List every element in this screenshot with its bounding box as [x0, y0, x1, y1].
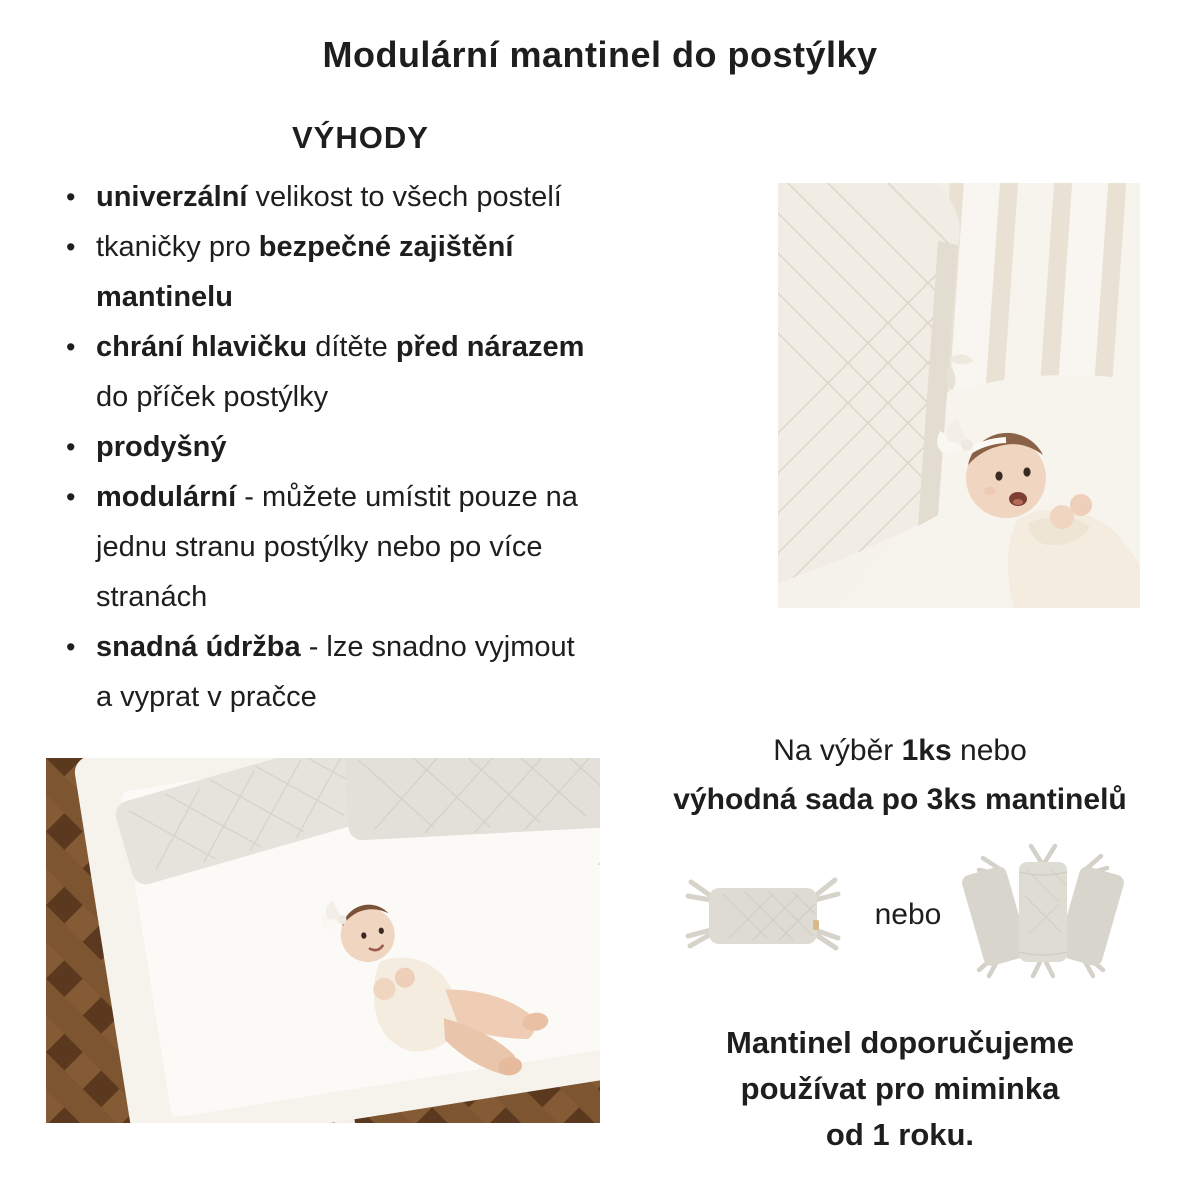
- single-bumper-icon: [683, 864, 843, 964]
- fabric-tag: [813, 920, 819, 930]
- advantage-text: [96, 222, 742, 322]
- bullet-icon: •: [66, 232, 76, 262]
- usage-note: [630, 1020, 1170, 1158]
- advantage-line: modulární - můžete umístit pouze na: [96, 481, 578, 513]
- three-bumper-set-icon: [955, 840, 1130, 980]
- baby-crib-side-photo: [778, 183, 1140, 608]
- advantage-text: [96, 322, 742, 422]
- advantage-item: [62, 422, 742, 472]
- advantage-line: a vyprat v pračce: [96, 681, 317, 713]
- advantage-text: [96, 622, 742, 722]
- note-line: používat pro miminka: [740, 1071, 1060, 1106]
- advantage-text: [96, 422, 742, 472]
- advantage-text: [96, 172, 742, 222]
- baby-eye: [995, 471, 1002, 480]
- baby-hand: [1070, 494, 1092, 516]
- advantage-item: [62, 622, 742, 722]
- offer-line-1: Na výběr 1ks nebo: [773, 734, 1027, 767]
- baby-crib-top-photo: [46, 758, 600, 1123]
- bullet-icon: •: [66, 432, 76, 462]
- set-panel-center: [1019, 862, 1067, 962]
- offer-line-2: výhodná sada po 3ks mantinelů: [673, 783, 1127, 816]
- bullet-icon: •: [66, 632, 76, 662]
- advantages-heading: VÝHODY: [292, 120, 429, 155]
- advantage-text: [96, 472, 742, 622]
- advantage-line: do příček postýlky: [96, 381, 329, 413]
- advantage-line: mantinelu: [96, 281, 233, 313]
- advantages-list: [62, 172, 742, 722]
- bullet-icon: •: [66, 332, 76, 362]
- advantage-line: chrání hlavičku dítěte před nárazem: [96, 331, 585, 363]
- page-title: Modulární mantinel do postýlky: [322, 34, 878, 75]
- advantage-line: stranách: [96, 581, 208, 613]
- baby-eye: [1023, 467, 1030, 476]
- single-bumper-thumbnail: [683, 864, 843, 969]
- advantage-item: [62, 322, 742, 422]
- crib: [68, 758, 600, 1123]
- bullet-icon: •: [66, 182, 76, 212]
- bullet-icon: •: [66, 482, 76, 512]
- baby-crib-side-illustration: [778, 183, 1140, 608]
- advantage-line: univerzální velikost to všech postelí: [96, 181, 562, 213]
- advantage-line: jednu stranu postýlky nebo po více: [96, 531, 543, 563]
- advantage-line: tkaničky pro bezpečné zajištění: [96, 231, 514, 263]
- baby-hand: [1050, 505, 1074, 529]
- advantage-item: [62, 172, 742, 222]
- offer-section: [630, 726, 1170, 824]
- note-line: Mantinel doporučujeme: [726, 1025, 1074, 1060]
- advantage-item: [62, 222, 742, 322]
- advantage-line: prodyšný: [96, 431, 227, 463]
- bumper-set-thumbnail: [955, 840, 1130, 985]
- or-separator: nebo: [874, 898, 942, 931]
- advantage-line: snadná údržba - lze snadno vyjmout: [96, 631, 575, 663]
- baby-crib-top-illustration: [46, 758, 600, 1123]
- advantage-item: [62, 472, 742, 622]
- note-line: od 1 roku.: [825, 1117, 975, 1152]
